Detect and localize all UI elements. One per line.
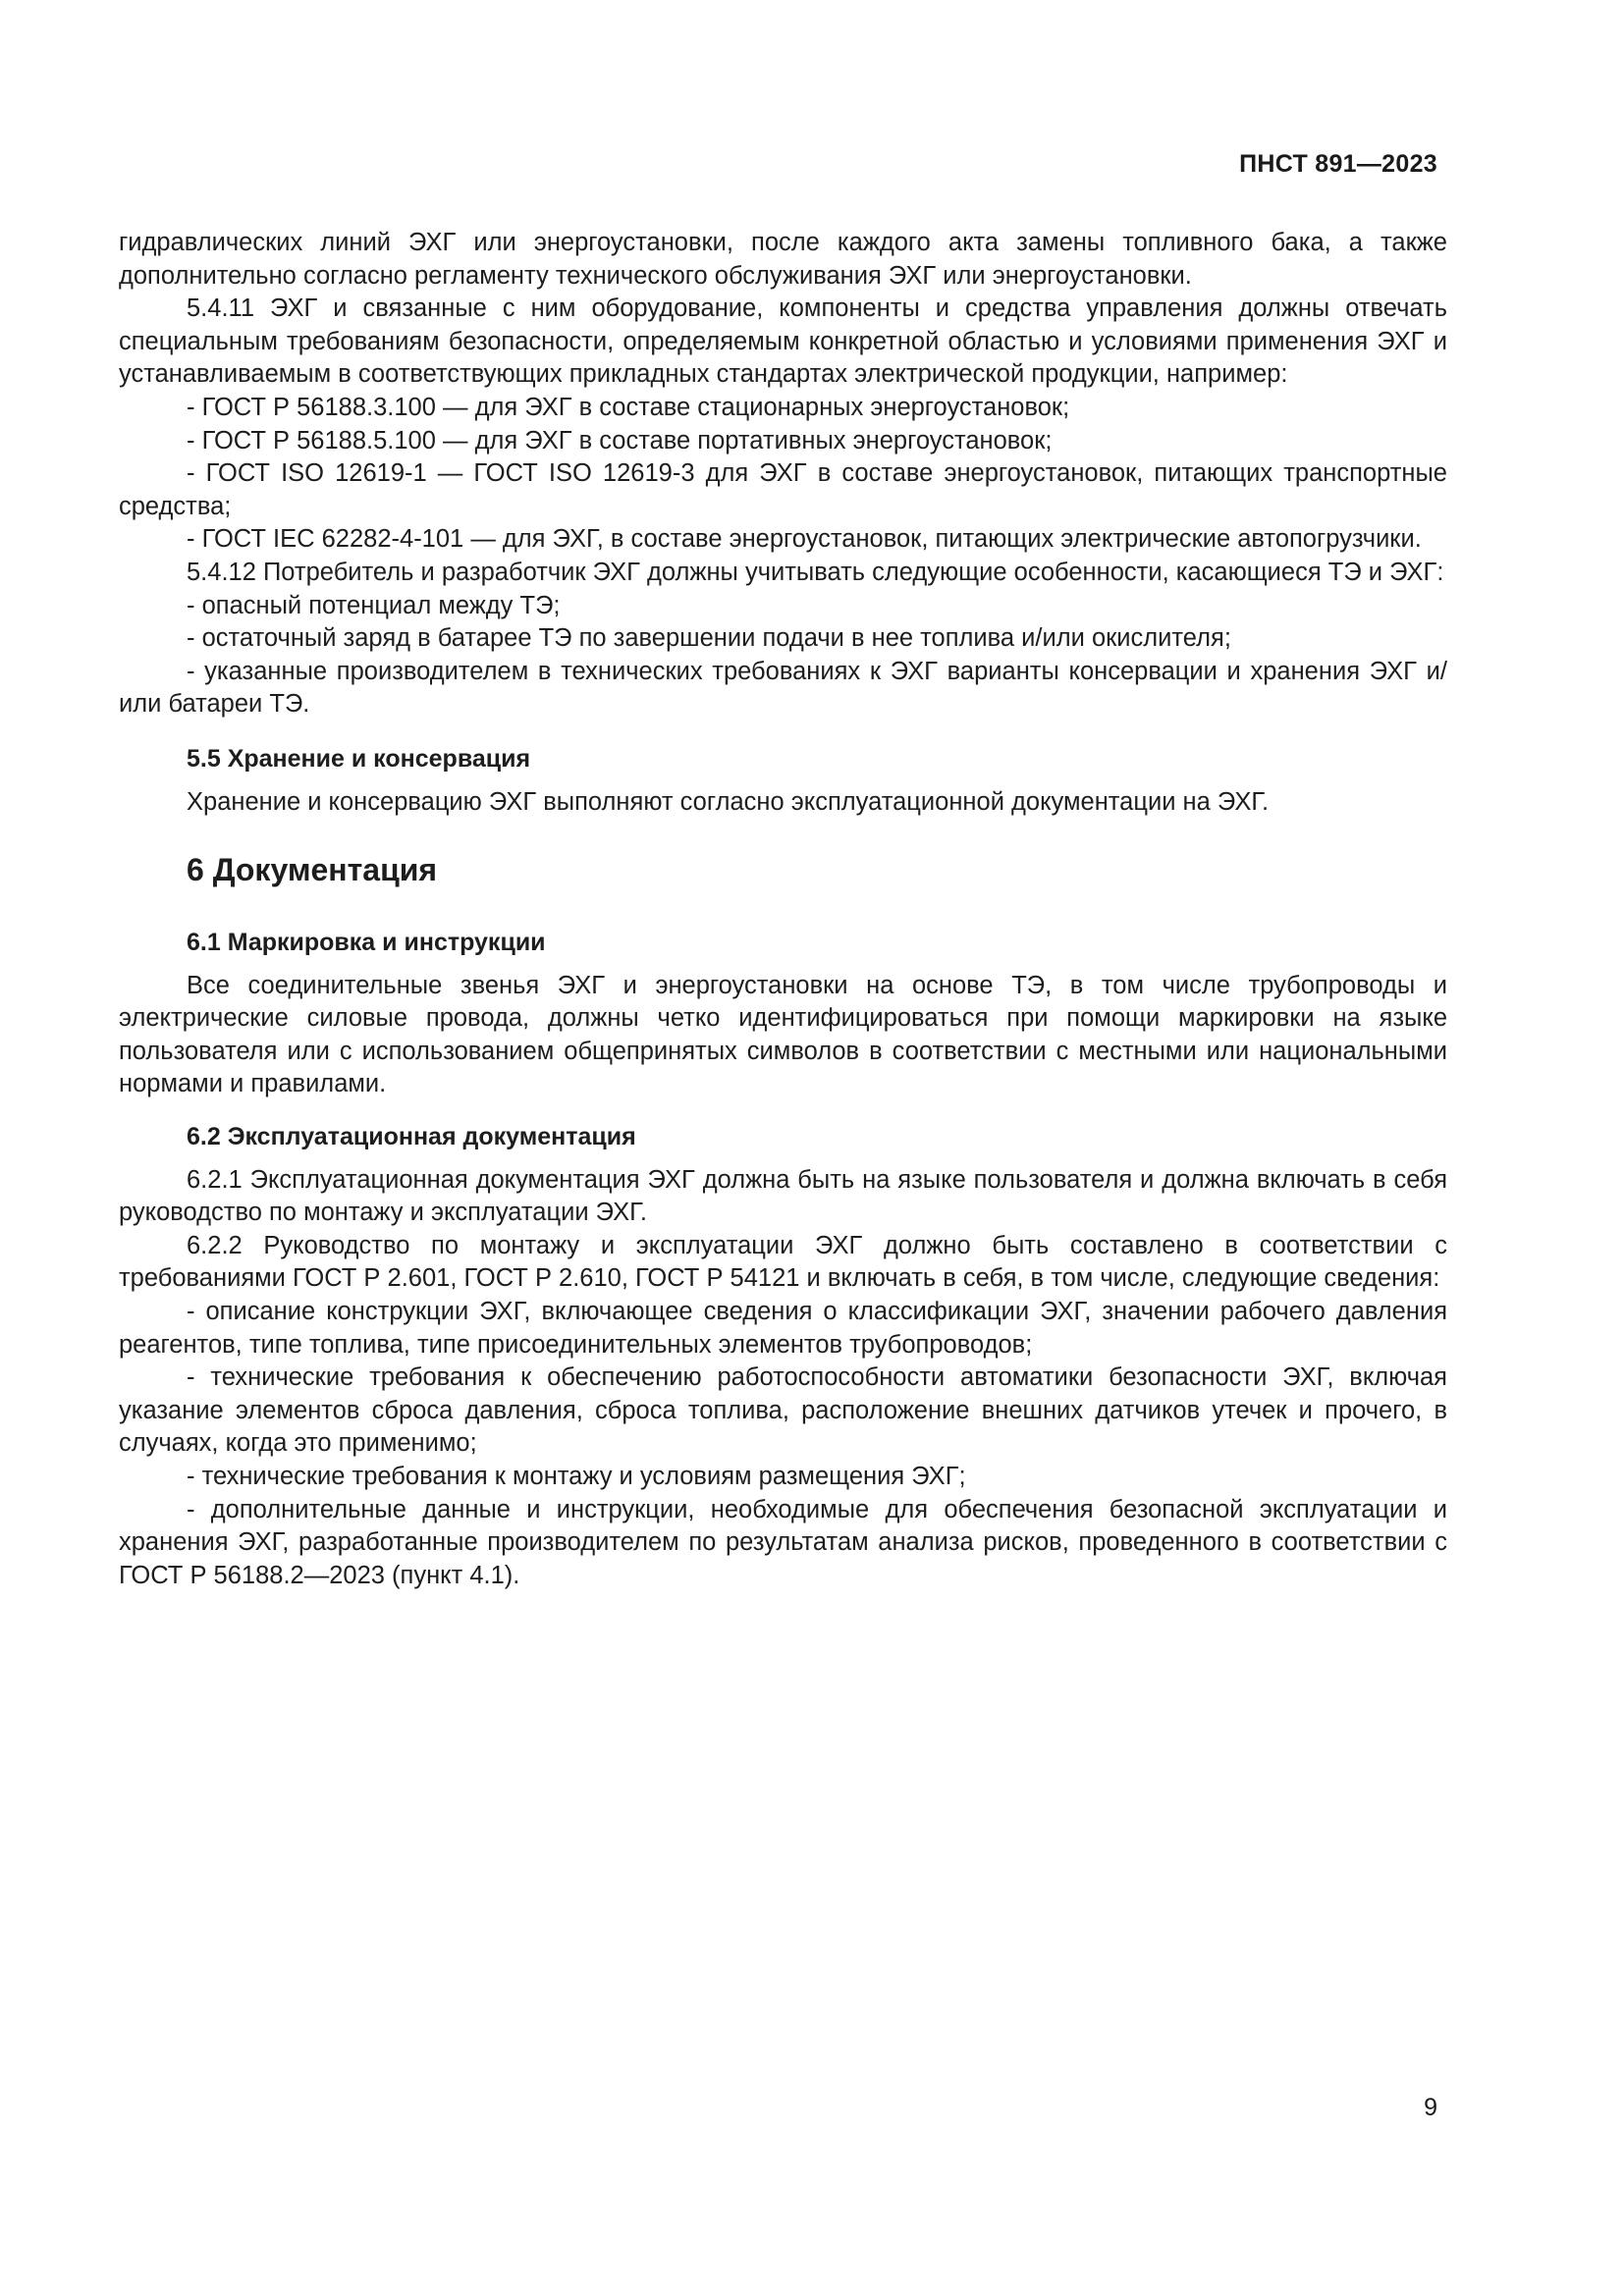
heading-6-1: 6.1 Маркировка и инструкции [187, 929, 546, 957]
list-item-gost-56188-3-100: - ГОСТ Р 56188.3.100 — для ЭХГ в составе стационарных энергоустановок; [187, 393, 1070, 421]
heading-6-2: 6.2 Эксплуатационная документация [187, 1123, 636, 1151]
list-item-gost-56188-5-100: - ГОСТ Р 56188.5.100 — для ЭХГ в составе портативных энергоустановок; [187, 426, 1053, 454]
list-item-installation-requirements: - технические требования к монтажу и условиям размещения ЭХГ; [187, 1463, 966, 1490]
list-item-safety-automation: - технические требования к обеспечению работоспособности автоматики безопасности ЭХГ, включая указание элементов сброса давления, сброса топлива, расположение внешних датчиков утечек и прочего, в случаях, когда это применимо; [119, 1363, 1447, 1458]
paragraph-5-4-12: 5.4.12 Потребитель и разработчик ЭХГ должны учитывать следующие особенности, касающиеся ТЭ и ЭХГ: [187, 558, 1444, 586]
page-content [119, 227, 1447, 1592]
list-item-construction-description: - описание конструкции ЭХГ, включающее сведения о классификации ЭХГ, значении рабочего давления реагентов, типе топлива, типе присоединительных элементов трубопроводов; [119, 1298, 1447, 1359]
page-number: 9 [1424, 2094, 1437, 2121]
list-item-gost-iec-62282: - ГОСТ IEC 62282-4-101 — для ЭХГ, в составе энергоустановок, питающих электрические автопогрузчики. [187, 525, 1422, 554]
paragraph-6-2-2: 6.2.2 Руководство по монтажу и эксплуатации ЭХГ должно быть составлено в соответствии с требованиями ГОСТ Р 2.601, ГОСТ Р 2.610, ГОСТ Р 54121 и включать в себя, в том числе, следующие сведения: [119, 1231, 1447, 1293]
paragraph-6-2-1: 6.2.1 Эксплуатационная документация ЭХГ должна быть на языке пользователя и должна включать в себя руководство по монтажу и эксплуатации ЭХГ. [119, 1165, 1447, 1227]
list-item-dangerous-potential: - опасный потенциал между ТЭ; [187, 591, 561, 619]
heading-6: 6 Документация [187, 852, 438, 888]
list-item-storage-options: - указанные производителем в технических требованиях к ЭХГ варианты консервации и хранения ЭХГ и/или батареи ТЭ. [119, 657, 1447, 719]
paragraph-continuation: гидравлических линий ЭХГ или энергоустановки, после каждого акта замены топливного бака, а также дополнительно согласно регламенту технического обслуживания ЭХГ или энергоустановки. [119, 229, 1447, 290]
paragraph-5-4-11: 5.4.11 ЭХГ и связанные с ним оборудование, компоненты и средства управления должны отвечать специальным требованиям безопасности, определяемым конкретной областью и условиями применения ЭХГ и устанавливаемым в соответствующих прикладных стандартах электрической продукции, например: [119, 294, 1447, 389]
list-item-gost-iso-12619: - ГОСТ ISO 12619-1 — ГОСТ ISO 12619-3 для ЭХГ в составе энергоустановок, питающих транспортные средства; [119, 459, 1447, 520]
list-item-additional-data: - дополнительные данные и инструкции, необходимые для обеспечения безопасной эксплуатации и хранения ЭХГ, разработанные производителем по результатам анализа рисков, проведенного в соответствии с ГОСТ Р 56188.2—2023 (пункт 4.1). [119, 1495, 1447, 1589]
list-item-residual-charge: - остаточный заряд в батарее ТЭ по завершении подачи в нее топлива и/или окислителя; [187, 624, 1231, 653]
heading-5-5: 5.5 Хранение и консервация [187, 744, 531, 773]
document-id-header: ПНСТ 891—2023 [1239, 150, 1437, 178]
paragraph-5-5: Хранение и консервацию ЭХГ выполняют согласно эксплуатационной документации на ЭХГ. [187, 787, 1270, 816]
paragraph-6-1: Все соединительные звенья ЭХГ и энергоустановки на основе ТЭ, в том числе трубопроводы и электрические силовые провода, должны четко идентифицироваться при помощи маркировки на языке пользователя или с использованием общепринятых символов в соответствии с местными или национальными нормами и правилами. [119, 971, 1447, 1098]
